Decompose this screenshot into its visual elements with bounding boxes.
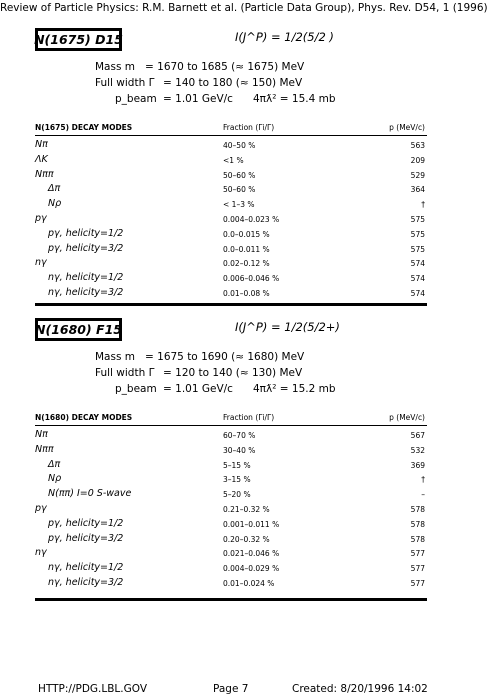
decay-row: [35, 547, 427, 561]
decay-row: [35, 518, 427, 532]
branching-fraction: <1 %: [223, 155, 244, 165]
decay-mode: nγ, helicity=3/2: [48, 577, 124, 588]
decay-momentum: 209: [410, 155, 425, 165]
decay-row: [35, 169, 427, 183]
decay-momentum: †: [421, 475, 425, 485]
decay-mode: Nρ: [48, 198, 62, 210]
width-label: Full width Γ: [95, 77, 155, 89]
decay-mode: nγ: [35, 257, 47, 269]
decay-row: [35, 213, 427, 227]
branching-fraction: 0.0–0.011 %: [223, 244, 270, 254]
particle-section-2: [35, 318, 427, 608]
branching-fraction: 40–50 %: [223, 141, 256, 150]
mass-label: Mass m: [95, 351, 136, 363]
decay-mode: nγ, helicity=3/2: [48, 287, 124, 298]
decay-row: [35, 228, 427, 242]
branching-fraction: 0.021–0.046 %: [223, 549, 280, 559]
decay-row: [35, 503, 427, 517]
decay-row: [35, 139, 427, 153]
decay-mode: Nπ: [35, 139, 48, 150]
isospin-spin-parity: I(J^P) = 1/2(5/2+): [235, 320, 340, 334]
lambda-value: 4πƛ² = 15.4 mb: [253, 93, 336, 105]
decay-momentum: –: [421, 490, 425, 500]
decay-row: [35, 473, 427, 487]
momentum-heading: p (MeV/c): [389, 123, 425, 132]
branching-fraction: 50–60 %: [223, 170, 256, 180]
mass-value: = 1675 to 1690 (≈ 1680) MeV: [145, 351, 305, 363]
decay-momentum: 574: [410, 259, 425, 269]
decay-row: [35, 257, 427, 271]
decay-momentum: 577: [410, 579, 425, 588]
decay-mode: Nππ: [35, 443, 54, 455]
width-label: Full width Γ: [95, 367, 155, 379]
branching-fraction: 30–40 %: [223, 445, 256, 455]
isospin-spin-parity: I(J^P) = 1/2(5/2 ): [235, 30, 334, 44]
decay-row: [35, 577, 427, 591]
branching-fraction: < 1–3 %: [223, 200, 255, 210]
decay-row: [35, 198, 427, 212]
decay-momentum: 532: [410, 445, 425, 455]
decay-mode: nγ: [35, 547, 47, 559]
branching-fraction: 0.01–0.024 %: [223, 579, 275, 588]
decay-mode: Nπ: [35, 429, 48, 440]
decay-row: [35, 154, 427, 168]
decay-mode: pγ: [35, 213, 47, 224]
decay-row: [35, 429, 427, 443]
decay-modes-heading: N(1675) DECAY MODES: [35, 123, 133, 132]
branching-fraction: 50–60 %: [223, 185, 256, 195]
decay-mode: Nππ: [35, 168, 54, 180]
branching-fraction: 0.0–0.015 %: [223, 229, 270, 239]
decay-row: [35, 243, 427, 257]
decay-momentum: 574: [410, 289, 425, 298]
decay-mode: pγ, helicity=1/2: [48, 227, 124, 239]
running-head: Review of Particle Physics: R.M. Barnett et al. (Particle Data Group), Phys. Rev. D54, 1 (1996): [0, 2, 488, 14]
decay-momentum: 574: [410, 274, 425, 284]
decay-momentum: 563: [410, 141, 425, 150]
decay-momentum: 578: [410, 534, 425, 544]
branching-fraction: 5–15 %: [223, 460, 251, 470]
decay-row: [35, 183, 427, 197]
mass-value: = 1670 to 1685 (≈ 1675) MeV: [145, 61, 305, 73]
decay-row: [35, 287, 427, 301]
decay-modes-heading: N(1680) DECAY MODES: [35, 413, 133, 422]
branching-fraction: 0.21–0.32 %: [223, 505, 270, 514]
branching-fraction: 3–15 %: [223, 475, 251, 485]
particle-title-box: N(1675) D15: [35, 28, 122, 51]
branching-fraction: 0.01–0.08 %: [223, 289, 270, 298]
mass-label: Mass m: [95, 61, 136, 73]
branching-fraction: 60–70 %: [223, 431, 256, 440]
decay-momentum: 578: [410, 519, 425, 529]
decay-row: [35, 488, 427, 502]
momentum-heading: p (MeV/c): [389, 413, 425, 422]
beam-value: = 1.01 GeV/c: [163, 93, 233, 105]
width-value: = 120 to 140 (≈ 130) MeV: [163, 367, 303, 379]
particle-section-1: [35, 28, 427, 308]
width-value: = 140 to 180 (≈ 150) MeV: [163, 77, 303, 89]
decay-momentum: †: [421, 200, 425, 210]
branching-fraction: 0.001–0.011 %: [223, 519, 280, 529]
decay-mode: ΛK: [35, 153, 48, 165]
decay-momentum: 369: [410, 460, 425, 470]
fraction-heading: Fraction (Γi/Γ): [223, 413, 275, 422]
branching-fraction: 0.004–0.029 %: [223, 564, 280, 574]
decay-row: [35, 272, 427, 286]
branching-fraction: 0.004–0.023 %: [223, 215, 280, 224]
decay-row: [35, 533, 427, 547]
footer-page-number: Page 7: [213, 683, 249, 695]
table-bottom-rule: [35, 598, 427, 601]
fraction-heading: Fraction (Γi/Γ): [223, 123, 275, 132]
particle-title-box: N(1680) F15: [35, 318, 122, 341]
decay-momentum: 364: [410, 185, 425, 195]
decay-momentum: 567: [410, 431, 425, 440]
decay-mode: pγ, helicity=3/2: [48, 532, 124, 544]
decay-mode: Δπ: [48, 458, 61, 470]
decay-momentum: 575: [410, 229, 425, 239]
decay-mode: nγ, helicity=1/2: [48, 562, 124, 574]
branching-fraction: 0.02–0.12 %: [223, 259, 270, 269]
beam-label: p_beam: [115, 93, 157, 105]
decay-mode: pγ, helicity=1/2: [48, 517, 124, 529]
footer-created-date: Created: 8/20/1996 14:02: [292, 683, 428, 695]
decay-mode: Nρ: [48, 473, 62, 485]
decay-mode: pγ: [35, 503, 47, 514]
branching-fraction: 0.006–0.046 %: [223, 274, 280, 284]
decay-mode: pγ, helicity=3/2: [48, 242, 124, 254]
decay-momentum: 575: [410, 244, 425, 254]
decay-momentum: 575: [410, 215, 425, 224]
beam-value: = 1.01 GeV/c: [163, 383, 233, 395]
decay-mode: Δπ: [48, 183, 61, 195]
branching-fraction: 0.20–0.32 %: [223, 534, 270, 544]
beam-label: p_beam: [115, 383, 157, 395]
table-top-rule: [35, 135, 427, 136]
decay-row: [35, 562, 427, 576]
decay-mode: nγ, helicity=1/2: [48, 272, 124, 284]
table-top-rule: [35, 425, 427, 426]
decay-momentum: 578: [410, 505, 425, 514]
decay-momentum: 577: [410, 549, 425, 559]
decay-momentum: 577: [410, 564, 425, 574]
decay-row: [35, 459, 427, 473]
branching-fraction: 5–20 %: [223, 490, 251, 500]
footer-url: HTTP://PDG.LBL.GOV: [38, 683, 148, 695]
decay-momentum: 529: [410, 170, 425, 180]
lambda-value: 4πƛ² = 15.2 mb: [253, 383, 336, 395]
table-bottom-rule: [35, 303, 427, 306]
decay-row: [35, 444, 427, 458]
decay-mode: N(ππ) I=0 S-wave: [48, 488, 132, 500]
